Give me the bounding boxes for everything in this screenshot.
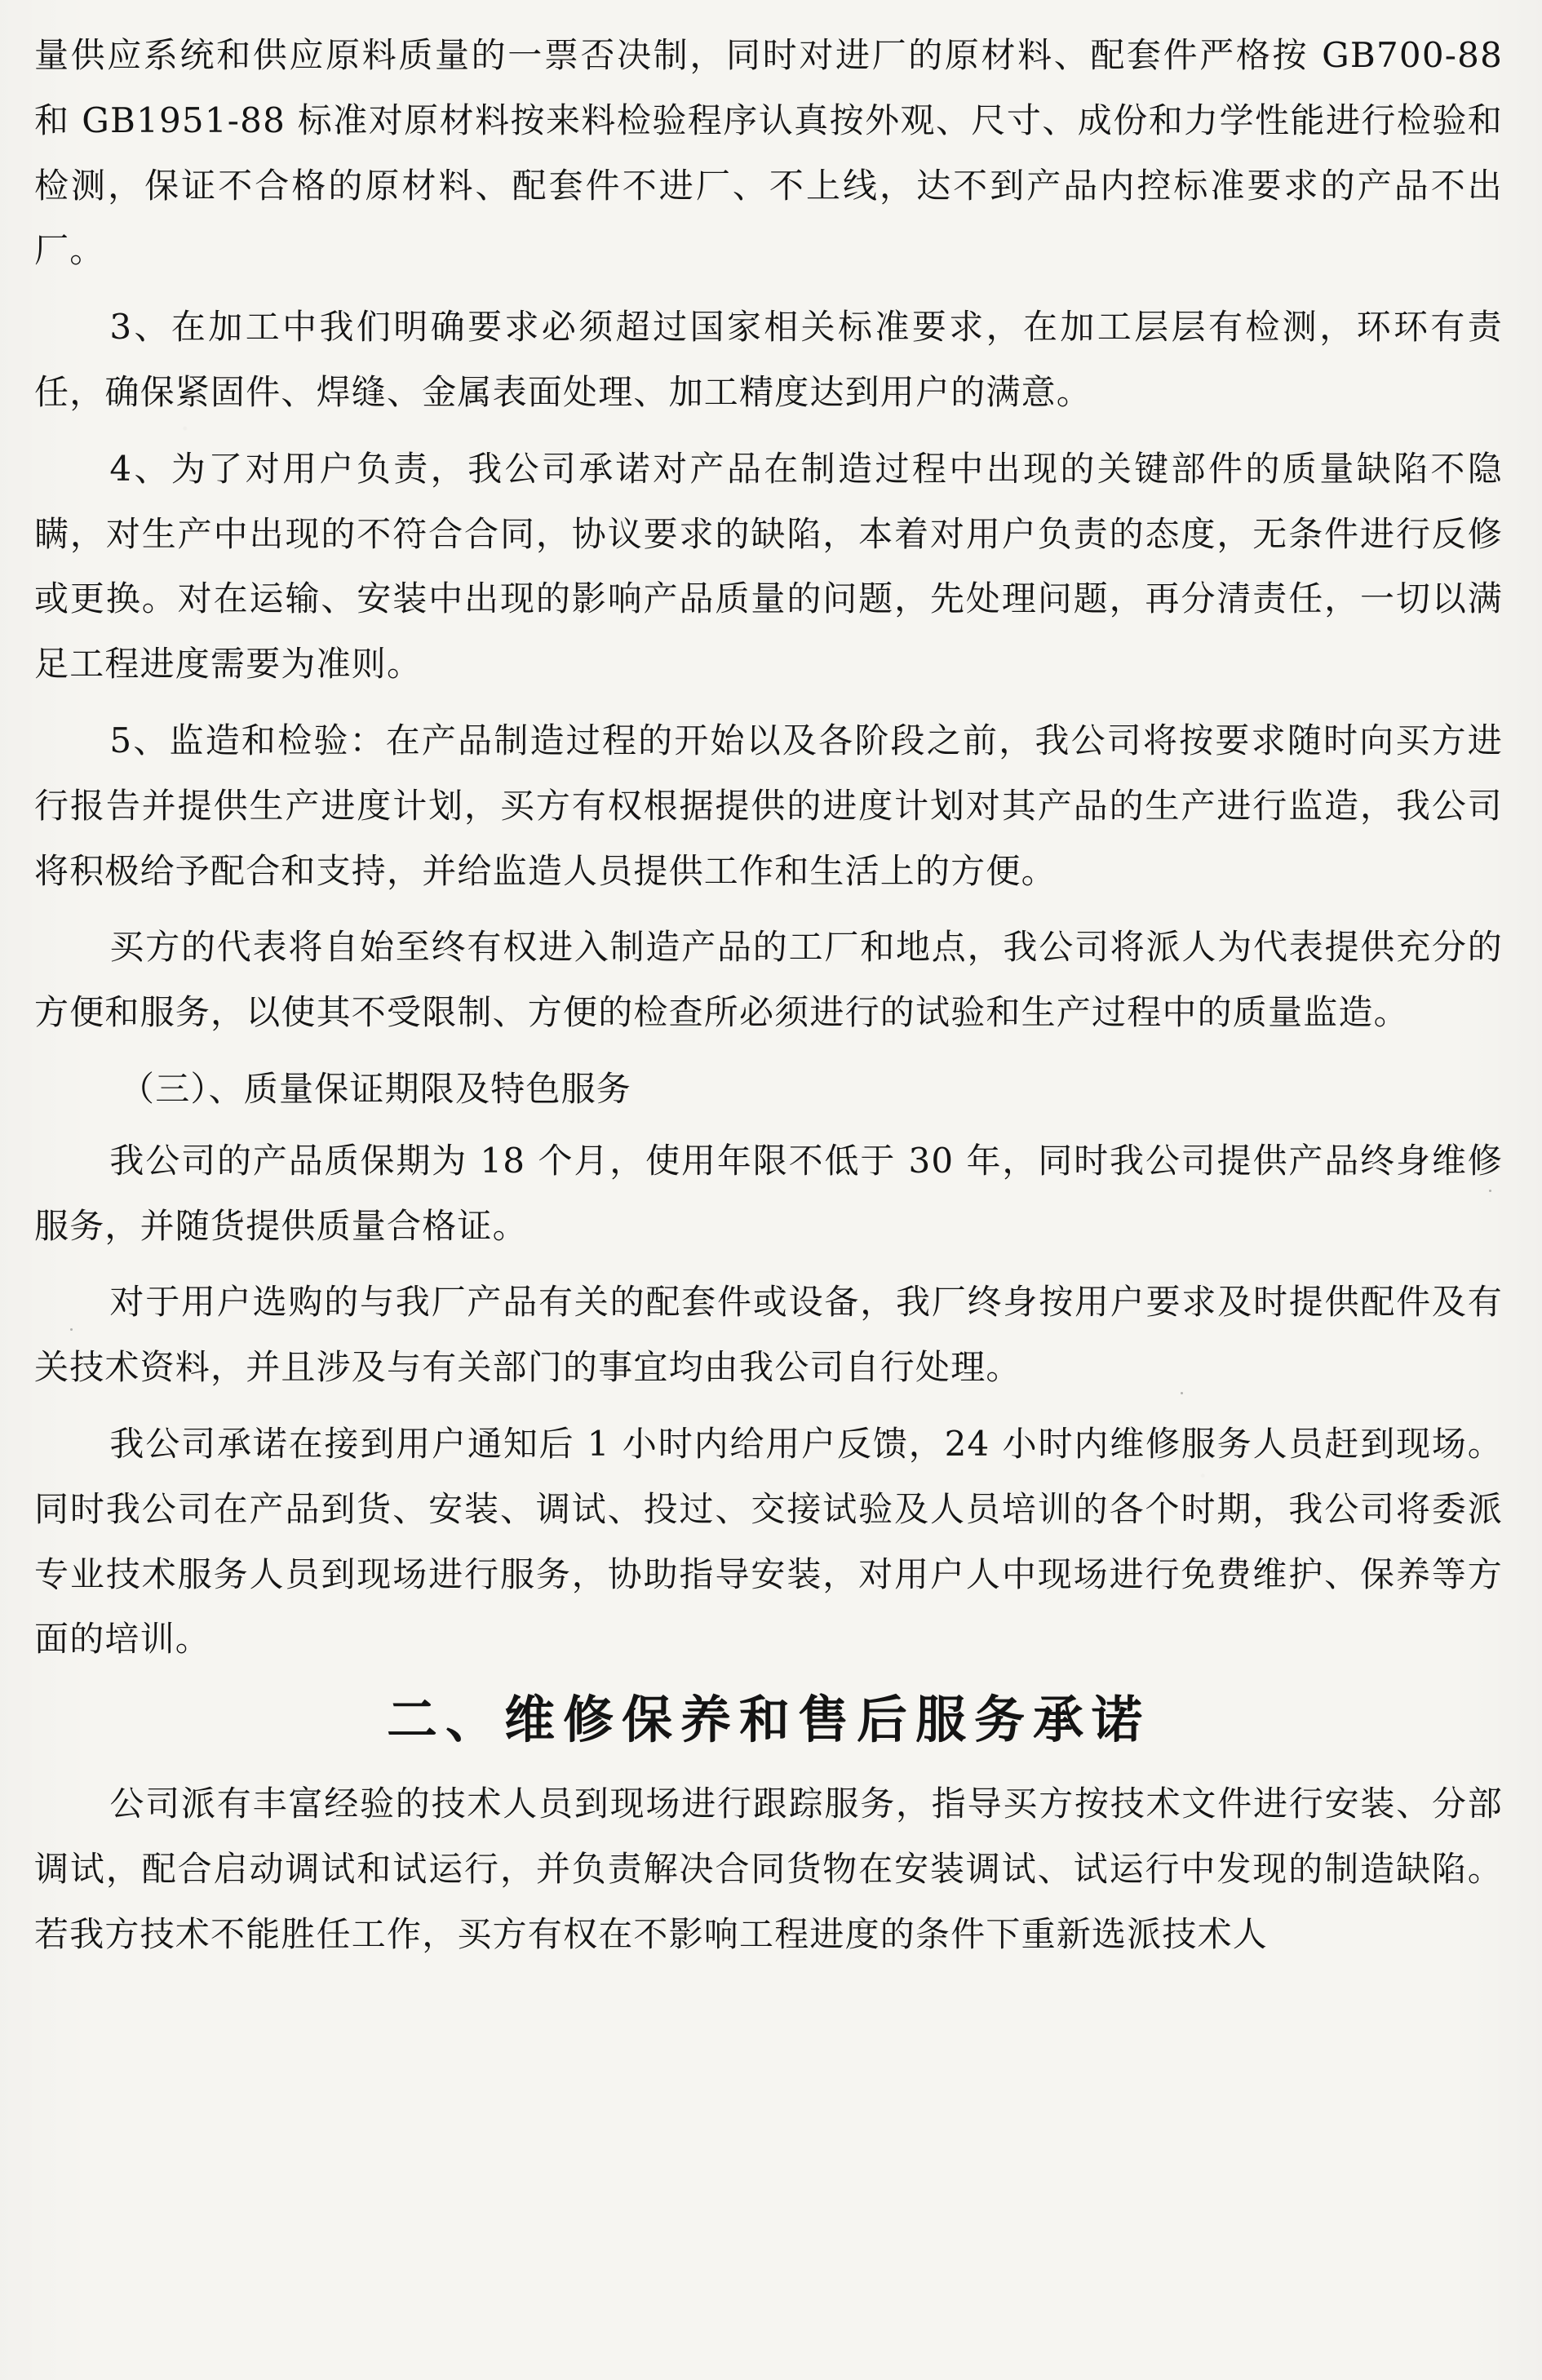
service-response-paragraph: 我公司承诺在接到用户通知后 1 小时内给用户反馈，24 小时内维修服务人员赶到现场。同时我公司在产品到货、安装、调试、投过、交接试验及人员培训的各个时期，我公司将委派专业技术服务人员到现场进行服务，协助指导安装，对用户人中现场进行免费维护、保养等方面的培训。 [34,1423,1503,1660]
buyer-representative-paragraph: 买方的代表将自始至终有权进入制造产品的工厂和地点，我公司将派人为代表提供充分的方便和服务，以使其不受限制、方便的检查所必须进行的试验和生产过程中的质量监造。 [34,927,1503,1033]
scan-speck [70,1328,73,1331]
spare-parts-paragraph: 对于用户选购的与我厂产品有关的配套件或设备，我厂终身按用户要求及时提供配件及有关技术资料，并且涉及与有关部门的事宜均由我公司自行处理。 [34,1282,1503,1388]
processing-requirements-paragraph: 3、在加工中我们明确要求必须超过国家相关标准要求，在加工层层有检测，环环有责任，确保紧固件、焊缝、金属表面处理、加工精度达到用户的满意。 [34,307,1503,412]
scan-speck [855,1945,857,1948]
scan-speck [1181,1392,1183,1394]
warranty-period-paragraph: 我公司的产品质保期为 18 个月，使用年限不低于 30 年，同时我公司提供产品终身维修服务，并随货提供质量合格证。 [34,1140,1503,1246]
scan-speck [1489,1190,1491,1192]
technical-service-paragraph: 公司派有丰富经验的技术人员到现场进行跟踪服务，指导买方按技术文件进行安装、分部调试，配合启动调试和试运行，并负责解决合同货物在安装调试、试运行中发现的制造缺陷。若我方技术不能胜任工作，买方有权在不影响工程进度的条件下重新选派技术人 [34,1784,1503,1954]
warranty-subheading: （三）、质量保证期限及特色服务 [120,1068,632,1109]
section-two-title: 二、维修保养和售后服务承诺 [386,1690,1150,1750]
supervision-inspection-paragraph: 5、监造和检验：在产品制造过程的开始以及各阶段之前，我公司将按要求随时向买方进行报告并提供生产进度计划，买方有权根据提供的进度计划对其产品的生产进行监造，我公司将积极给予配合和支持，并给监造人员提供工作和生活上的方便。 [34,720,1503,891]
quality-control-paragraph: 量供应系统和供应原料质量的一票否决制，同时对进厂的原材料、配套件严格按 GB700-88 和 GB1951-88 标准对原材料按来料检验程序认真按外观、尺寸、成份和力学性能进行检验和检测，保证不合格的原材料、配套件不进厂、不上线，达不到产品内控标准要求的产品不出厂。 [34,35,1503,271]
document-body [34,23,1503,1978]
defect-responsibility-paragraph: 4、为了对用户负责，我公司承诺对产品在制造过程中出现的关键部件的质量缺陷不隐瞒，对生产中出现的不符合合同，协议要求的缺陷，本着对用户负责的态度，无条件进行反修或更换。对在运输、安装中出现的影响产品质量的问题，先处理问题，再分清责任，一切以满足工程进度需要为准则。 [34,448,1503,685]
